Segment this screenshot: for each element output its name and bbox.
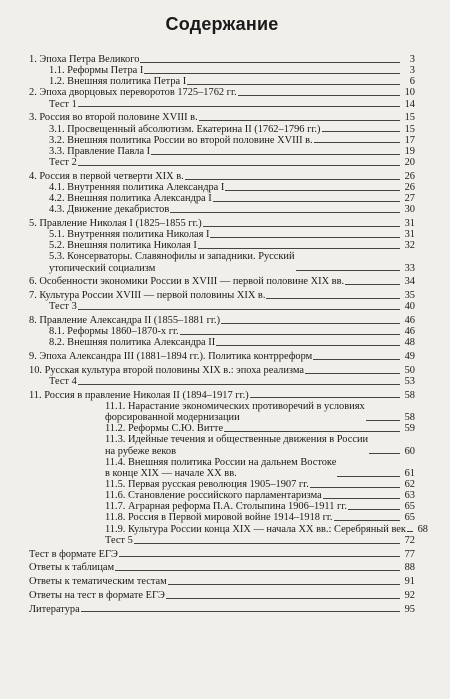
leader-line [366, 420, 400, 421]
toc-entry [29, 54, 415, 65]
toc-entry [29, 401, 415, 423]
toc-entry [29, 562, 415, 573]
toc-entry-title: Ответы к таблицам [29, 562, 115, 574]
toc-entry [29, 376, 415, 387]
toc-entry-title: 6. Особенности экономики России в XVIII — первой половине XIX вв. [29, 276, 345, 288]
toc-entry [29, 604, 415, 615]
toc-entry-title: 5.2. Внешняя политика Николая I [49, 240, 197, 252]
toc-entry-title-line: 11.3. Идейные течения и общественные движения в России [105, 434, 369, 446]
leader-line [407, 531, 413, 532]
toc-entry [29, 157, 415, 168]
toc-entry [29, 204, 415, 215]
toc-entry [29, 135, 415, 146]
toc-page-number: 30 [404, 204, 415, 216]
leader-line [81, 611, 400, 612]
toc-entry [29, 490, 415, 501]
toc-entry [29, 301, 415, 312]
toc-entry [29, 365, 415, 376]
page-title: Содержание [165, 14, 279, 34]
toc-entry-title [105, 457, 337, 479]
toc-entry-title: 11.7. Аграрная реформа П.А. Столыпина 1906–1911 гг. [105, 501, 347, 513]
toc-entry-title: 11.8. Россия в Первой мировой войне 1914–1918 гг. [105, 512, 333, 524]
leader-line [119, 556, 400, 557]
leader-line [250, 397, 400, 398]
toc-page-number: 40 [404, 301, 415, 313]
toc-entry [29, 326, 415, 337]
toc-entry [29, 65, 415, 76]
toc-entry [29, 423, 415, 434]
toc-page-number: 59 [404, 423, 415, 435]
toc-page-number: 92 [404, 589, 415, 601]
toc-entry-title: 3.3. Правление Павла I [49, 145, 151, 157]
leader-line [322, 131, 401, 132]
toc-page-number: 19 [404, 145, 415, 157]
toc-entry-title: 11.2. Реформы С.Ю. Витте [105, 423, 224, 435]
toc-entry-title: Ответы к тематическим тестам [29, 576, 167, 587]
leader-line [198, 248, 400, 249]
toc-page-number: 50 [404, 364, 415, 376]
leader-line [78, 309, 400, 310]
toc-entry-title: 5.1. Внутренняя политика Николая I [49, 229, 210, 241]
toc-entry-title: Тест 5 [105, 534, 133, 546]
toc-entry [29, 87, 415, 98]
leader-line [337, 476, 400, 477]
leader-line [305, 373, 400, 374]
leader-line [238, 95, 400, 96]
toc-entry-title: 11.5. Первая русская революция 1905–1907 гг. [105, 478, 309, 490]
toc-entry-title: 8.1. Реформы 1860–1870-х гг. [49, 326, 179, 338]
toc-entry-title: Тест 2 [49, 157, 77, 168]
toc-entry-title [105, 434, 369, 456]
toc-page-number: 49 [404, 351, 415, 363]
toc-entry-title: 11.9. Культура России конца XIX — начала XX вв.: Серебряный век [105, 523, 406, 535]
toc-page-number: 48 [404, 337, 415, 349]
table-of-contents [29, 54, 428, 615]
toc-entry [29, 479, 415, 490]
toc-entry-title: 2. Эпоха дворцовых переворотов 1725–1762 гг. [29, 87, 237, 99]
toc-entry-title: 11.6. Становление российского парламентаризма [105, 490, 322, 502]
toc-entry-title-line: утопический социализм [49, 262, 156, 274]
toc-entry [29, 576, 415, 587]
toc-page-number: 10 [404, 87, 415, 99]
toc-entry-title-line: на рубеже веков [105, 445, 176, 457]
toc-entry-title: 4.2. Внешняя политика Александра I [49, 193, 212, 205]
toc-entry-title: 4.3. Движение декабристов [49, 204, 170, 216]
toc-entry-title: 1.2. Внешняя политика Петра I [49, 76, 187, 88]
toc-entry-title-line: в конце XIX — начале XX вв. [105, 467, 237, 479]
toc-entry-title: 4.1. Внутренняя политика Александра I [49, 181, 225, 193]
leader-line [151, 154, 400, 155]
toc-page-number: 77 [404, 548, 415, 560]
toc-entry-title [49, 251, 296, 273]
toc-entry [29, 501, 415, 512]
toc-entry [29, 182, 415, 193]
leader-line [334, 520, 400, 521]
toc-page-number: 6 [409, 76, 415, 88]
toc-entry [29, 337, 415, 348]
toc-entry [29, 434, 415, 456]
leader-line [224, 431, 400, 432]
toc-entry-title: 1. Эпоха Петра Великого [29, 54, 140, 65]
toc-entry-title: Ответы на тест в формате ЕГЭ [29, 589, 165, 601]
toc-entry-title: Тест в формате ЕГЭ [29, 548, 118, 560]
toc-page-number: 20 [404, 157, 415, 168]
toc-page-number: 34 [404, 276, 415, 288]
toc-entry-title: 3.1. Просвещенный абсолютизм. Екатерина II (1762–1796 гг.) [49, 123, 321, 135]
toc-entry-title-line: 11.1. Нарастание экономических противоречий в условиях [105, 400, 365, 412]
leader-line [345, 284, 400, 285]
toc-entry [29, 76, 415, 87]
toc-entry-title [105, 401, 366, 423]
leader-line [369, 453, 400, 454]
toc-entry [29, 99, 415, 110]
leader-line [210, 237, 400, 238]
toc-entry-title: 8.2. Внешняя политика Александра II [49, 337, 216, 349]
leader-line [180, 334, 400, 335]
toc-entry [29, 193, 415, 204]
toc-page-number: 31 [404, 217, 415, 229]
leader-line [166, 598, 400, 599]
toc-page-number: 27 [404, 193, 415, 205]
toc-entry [29, 590, 415, 601]
leader-line [78, 165, 400, 166]
toc-entry-title-line: 5.3. Консерваторы. Славянофилы и западники. Русский [49, 251, 295, 263]
toc-page-number: 33 [404, 262, 415, 274]
leader-line [140, 62, 400, 63]
toc-entry [29, 251, 415, 273]
toc-entry-title: 3. Россия во второй половине XVIII в. [29, 112, 198, 124]
leader-line [168, 584, 400, 585]
leader-line [323, 498, 400, 499]
toc-entry [29, 171, 415, 182]
leader-line [314, 142, 400, 143]
leader-line [225, 190, 400, 191]
toc-page-number: 46 [404, 315, 415, 326]
toc-entry [29, 112, 415, 123]
toc-page-number: 53 [404, 375, 415, 387]
toc-page-number: 14 [404, 98, 415, 110]
toc-entry [29, 218, 415, 229]
toc-page-number: 17 [404, 134, 415, 146]
toc-page-number: 15 [404, 112, 415, 124]
toc-entry-title: 11. Россия в правление Николая II (1894–1917 гг.) [29, 389, 249, 401]
toc-entry-title: Тест 1 [49, 98, 77, 110]
leader-line [310, 487, 400, 488]
toc-entry [29, 315, 415, 326]
toc-entry [29, 351, 415, 362]
toc-page-number: 26 [404, 181, 415, 193]
leader-line [78, 384, 400, 385]
leader-line [348, 509, 400, 510]
leader-line [185, 179, 400, 180]
toc-entry [29, 512, 415, 523]
leader-line [134, 543, 400, 544]
toc-page-number: 46 [404, 326, 415, 338]
toc-page-number: 58 [404, 389, 415, 401]
toc-entry-title: 9. Эпоха Александра III (1881–1894 гг.). Политика контрреформ [29, 351, 313, 363]
leader-line [170, 212, 400, 213]
toc-page-number: 3 [409, 54, 415, 65]
toc-entry-title-line: 11.4. Внешняя политика России на дальнем Востоке [105, 456, 337, 468]
toc-entry [29, 124, 415, 135]
toc-page-number: 15 [404, 123, 415, 135]
toc-entry [29, 229, 415, 240]
toc-page-number: 65 [404, 512, 415, 524]
leader-line [187, 84, 400, 85]
toc-entry-title: Тест 4 [49, 375, 77, 387]
toc-entry [29, 535, 415, 546]
toc-page-number: 65 [404, 501, 415, 513]
toc-entry-title: Литература [29, 603, 80, 615]
toc-entry [29, 276, 415, 287]
toc-entry-title: Тест 3 [49, 301, 77, 313]
leader-line [144, 73, 400, 74]
toc-entry [29, 457, 415, 479]
toc-page-number: 35 [404, 290, 415, 302]
toc-entry [29, 390, 415, 401]
toc-page-number: 31 [404, 229, 415, 241]
toc-page-number: 32 [404, 240, 415, 252]
leader-line [216, 345, 400, 346]
toc-page-number: 26 [404, 170, 415, 182]
toc-page-number: 68 [417, 523, 428, 535]
toc-entry [29, 240, 415, 251]
toc-entry-title: 4. Россия в первой четверти XIX в. [29, 170, 184, 182]
toc-entry [29, 549, 415, 560]
toc-entry-title-line: форсированной модернизации [105, 412, 240, 424]
leader-line [78, 106, 400, 107]
toc-page-number: 88 [404, 562, 415, 574]
toc-page-number: 61 [404, 467, 415, 479]
leader-line [213, 201, 400, 202]
toc-entry [29, 290, 415, 301]
toc-entry [29, 523, 428, 535]
toc-entry-title: 8. Правление Александра II (1855–1881 гг.) [29, 315, 221, 326]
leader-line [221, 323, 400, 324]
leader-line [296, 270, 400, 271]
toc-entry-title: 10. Русская культура второй половины XIX в.: эпоха реализма [29, 364, 304, 376]
toc-entry-title: 5. Правление Николая I (1825–1855 гг.) [29, 217, 202, 229]
leader-line [199, 120, 400, 121]
leader-line [203, 226, 400, 227]
leader-line [313, 359, 400, 360]
toc-entry-title: 1.1. Реформы Петра I [49, 65, 144, 77]
toc-entry-title: 7. Культура России XVIII — первой половины XIX в. [29, 290, 266, 302]
toc-page-number: 3 [409, 65, 415, 77]
toc-page-number: 60 [404, 445, 415, 457]
leader-line [266, 298, 400, 299]
toc-page-number: 91 [404, 576, 415, 587]
toc-page-number: 58 [404, 412, 415, 424]
leader-line [115, 570, 400, 571]
toc-page-number: 72 [404, 534, 415, 546]
toc-entry-title: 3.2. Внешняя политика России во второй половине XVIII в. [49, 134, 313, 146]
toc-entry [29, 146, 415, 157]
toc-page-number: 62 [404, 478, 415, 490]
toc-page-number: 95 [404, 603, 415, 615]
toc-page-number: 63 [404, 490, 415, 502]
